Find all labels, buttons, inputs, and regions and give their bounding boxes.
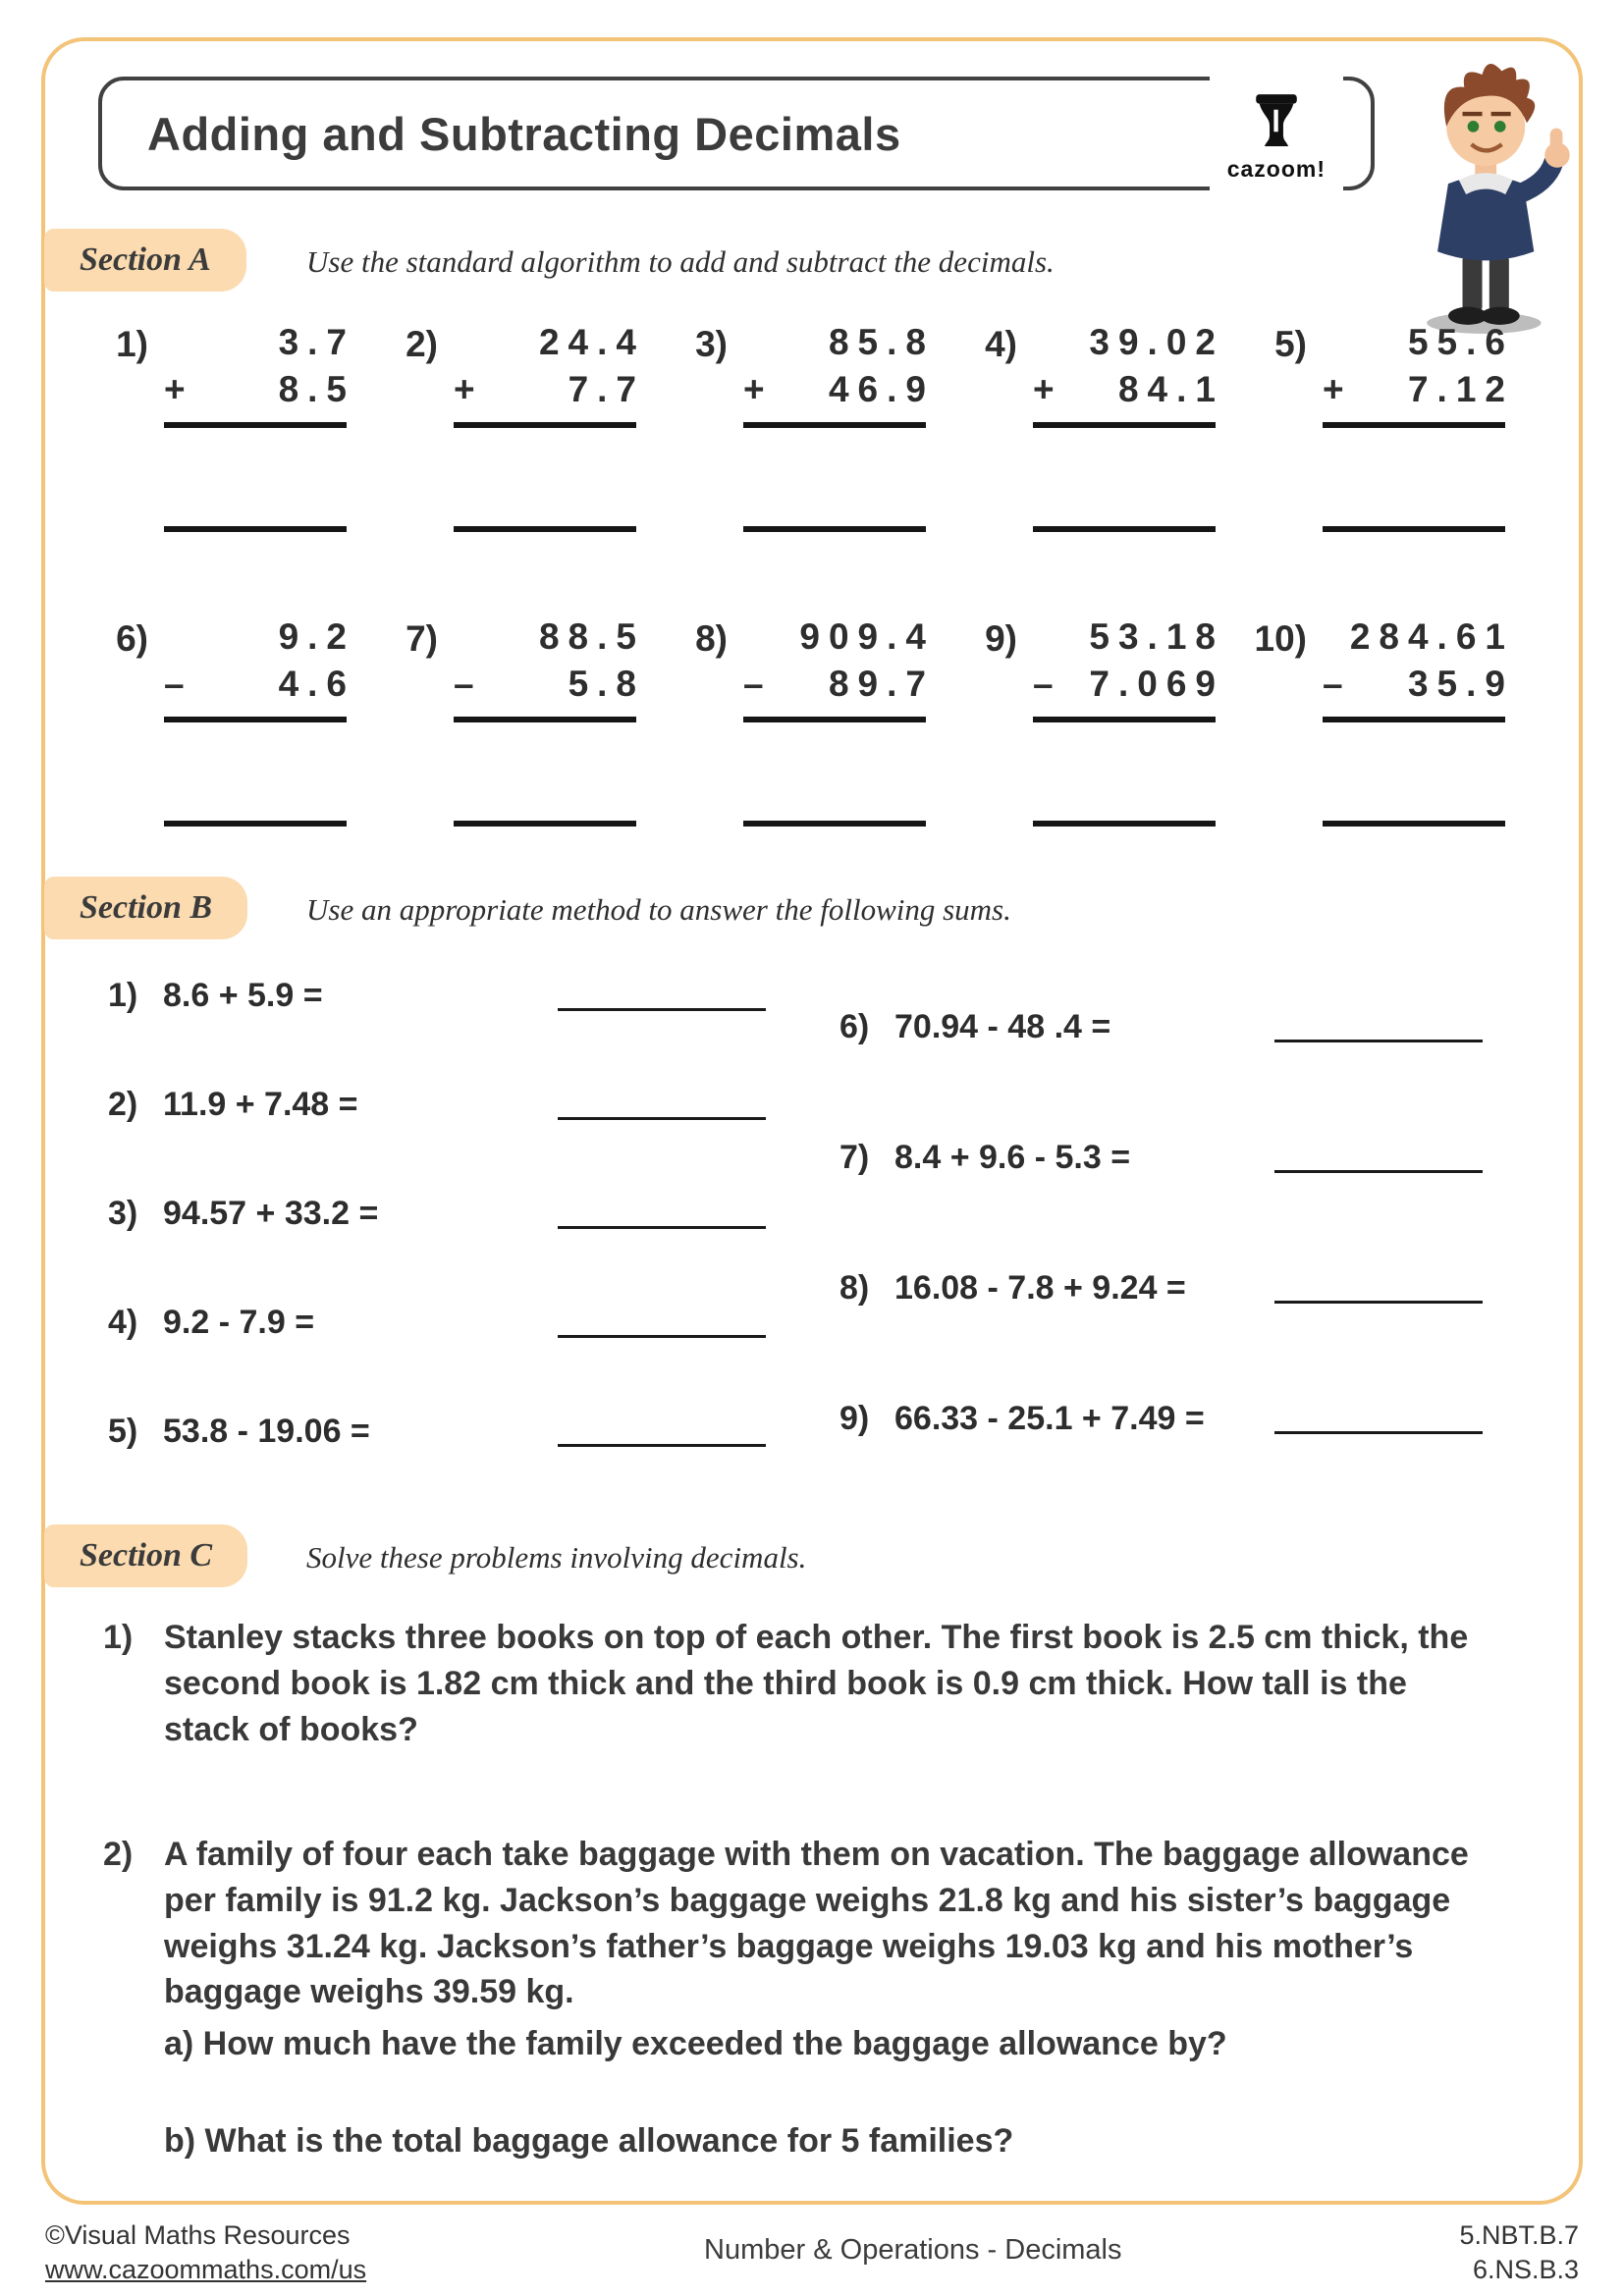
problem-number: 4) — [985, 324, 1017, 364]
sum-line — [1323, 422, 1505, 428]
sum-item — [108, 1413, 766, 1451]
answer-line — [164, 526, 347, 532]
sum-line — [1323, 717, 1505, 722]
problem-number: 10) — [1254, 618, 1307, 659]
sum-line — [1033, 422, 1216, 428]
expression: 8.6 + 5.9 = — [163, 977, 323, 1014]
sum-item — [839, 1269, 1483, 1308]
section-c-problems — [103, 1615, 1478, 2243]
sum-item — [108, 1195, 766, 1233]
section-b-instruction: Use an appropriate method to answer the following sums. — [306, 892, 1011, 927]
expression: 70.94 - 48 .4 = — [894, 1008, 1111, 1045]
problem-number: 2) — [406, 324, 438, 364]
expression: 53.8 - 19.06 = — [163, 1413, 370, 1450]
answer-line — [1323, 526, 1505, 532]
expression: 94.57 + 33.2 = — [163, 1195, 379, 1232]
operand-top: 88.5 — [538, 616, 645, 657]
problem-number: 1) — [108, 977, 138, 1014]
operand-top: 39.02 — [1089, 322, 1224, 362]
sum-item — [108, 1304, 766, 1342]
answer-line — [743, 526, 926, 532]
problem-number: 5) — [108, 1413, 138, 1450]
operand-bottom: 8.5 — [278, 369, 355, 409]
sum-item — [839, 1008, 1483, 1046]
vertical-problem — [1252, 322, 1542, 532]
problem-number: 3) — [695, 324, 728, 364]
sum-line — [743, 717, 926, 722]
operator: – — [743, 664, 764, 704]
word-problem — [103, 1615, 1478, 1753]
cazoom-logo-text: cazoom! — [1226, 156, 1326, 182]
expression: 16.08 - 7.8 + 9.24 = — [894, 1269, 1186, 1307]
operator: + — [743, 369, 765, 409]
operand-bottom: 7.12 — [1407, 369, 1514, 409]
answer-line — [1033, 821, 1216, 827]
section-a-badge: Section A — [44, 229, 246, 292]
vertical-problem — [962, 322, 1252, 532]
problem-text: Stanley stacks three books on top of each other. The first book is 2.5 cm thick, the second book is 1.82 cm thick and the third book is 0.9 cm thick. How tall is the stack of books? — [164, 1619, 1469, 1748]
sum-item — [839, 1139, 1483, 1177]
problem-number: 1) — [103, 1619, 134, 1656]
answer-line — [743, 821, 926, 827]
operand-top: 55.6 — [1407, 322, 1514, 362]
vertical-problem — [673, 322, 962, 532]
section-c-instruction: Solve these problems involving decimals. — [306, 1540, 807, 1575]
sum-item — [108, 977, 766, 1015]
vertical-problem — [673, 616, 962, 827]
answer-line — [558, 1444, 766, 1447]
section-b-left-column — [108, 977, 766, 1530]
footer-topic: Number & Operations - Decimals — [704, 2234, 1122, 2266]
answer-line — [558, 1226, 766, 1229]
operand-top: 85.8 — [828, 322, 935, 362]
website-link[interactable]: www.cazoommaths.com/us — [45, 2255, 367, 2285]
sum-item — [108, 1086, 766, 1124]
footer-left — [45, 2218, 366, 2287]
cazoom-drum-icon — [1251, 92, 1302, 154]
vertical-problem — [383, 616, 673, 827]
standard-code-1: 5.NBT.B.7 — [1459, 2220, 1579, 2250]
sum-line — [454, 717, 636, 722]
operand-bottom: 7.7 — [568, 369, 645, 409]
problem-number: 6) — [116, 618, 148, 659]
vertical-problem — [383, 322, 673, 532]
answer-line — [1274, 1040, 1483, 1042]
copyright-text: ©Visual Maths Resources — [45, 2220, 351, 2250]
section-b-badge: Section B — [44, 877, 247, 939]
answer-line — [164, 821, 347, 827]
answer-line — [454, 526, 636, 532]
operand-top: 909.4 — [799, 616, 935, 657]
sum-item — [839, 1400, 1483, 1438]
word-problem — [103, 1832, 1478, 2164]
cartoon-boy-illustration — [1398, 49, 1577, 340]
vertical-problem — [962, 616, 1252, 827]
problem-number: 2) — [108, 1086, 138, 1123]
operator: + — [1323, 369, 1344, 409]
section-b-right-column — [839, 977, 1483, 1530]
operand-bottom: 89.7 — [828, 664, 935, 704]
problem-number: 1) — [116, 324, 148, 364]
vertical-problem — [1252, 616, 1542, 827]
operand-top: 24.4 — [538, 322, 645, 362]
operand-bottom: 46.9 — [828, 369, 935, 409]
problem-part-a: a) How much have the family exceeded the baggage allowance by? — [164, 2025, 1227, 2063]
operand-bottom: 84.1 — [1117, 369, 1224, 409]
expression: 8.4 + 9.6 - 5.3 = — [894, 1139, 1131, 1176]
sum-line — [164, 422, 347, 428]
operand-top: 9.2 — [278, 616, 355, 657]
cazoom-logo — [1210, 71, 1343, 204]
problem-number: 5) — [1274, 324, 1307, 364]
expression: 9.2 - 7.9 = — [163, 1304, 315, 1341]
problem-number: 2) — [103, 1835, 134, 1873]
sum-line — [164, 717, 347, 722]
page-title: Adding and Subtracting Decimals — [147, 107, 901, 160]
problem-part-b: b) What is the total baggage allowance for 5 families? — [164, 2122, 1014, 2161]
operator: – — [164, 664, 185, 704]
operator: – — [454, 664, 474, 704]
section-a-instruction: Use the standard algorithm to add and subtract the decimals. — [306, 244, 1055, 279]
operand-bottom: 4.6 — [278, 664, 355, 704]
problem-number: 7) — [406, 618, 438, 659]
footer — [45, 2218, 1579, 2287]
answer-line — [558, 1008, 766, 1011]
problem-number: 7) — [839, 1139, 870, 1176]
answer-line — [1323, 821, 1505, 827]
operator: + — [454, 369, 475, 409]
answer-line — [1033, 526, 1216, 532]
answer-line — [1274, 1301, 1483, 1304]
expression: 11.9 + 7.48 = — [163, 1086, 358, 1123]
operator: – — [1323, 664, 1343, 704]
operator: + — [1033, 369, 1055, 409]
answer-line — [1274, 1431, 1483, 1434]
sum-line — [1033, 717, 1216, 722]
section-a-problems — [93, 322, 1542, 827]
operand-top: 284.61 — [1349, 616, 1514, 657]
vertical-problem — [93, 322, 383, 532]
footer-standards — [1459, 2218, 1579, 2287]
problem-number: 9) — [839, 1400, 870, 1437]
answer-line — [454, 821, 636, 827]
operand-bottom: 35.9 — [1407, 664, 1514, 704]
problem-number: 9) — [985, 618, 1017, 659]
operand-bottom: 5.8 — [568, 664, 645, 704]
operand-top: 3.7 — [278, 322, 355, 362]
sum-line — [454, 422, 636, 428]
problem-number: 6) — [839, 1008, 870, 1045]
answer-line — [558, 1117, 766, 1120]
section-a-row-1 — [93, 322, 1542, 532]
operand-top: 53.18 — [1089, 616, 1224, 657]
section-b-problems — [108, 977, 1483, 1530]
title-box — [98, 77, 1375, 190]
operator: + — [164, 369, 186, 409]
sum-line — [743, 422, 926, 428]
operand-bottom: 7.069 — [1089, 664, 1224, 704]
answer-line — [558, 1335, 766, 1338]
problem-text: A family of four each take baggage with them on vacation. The baggage allowance per family is 91.2 kg. Jackson’s baggage weighs 21.8 kg and his sister’s baggage weighs 31.24 kg. Jackson’s father’s baggage weighs 19.03 kg and his mother’s baggage weighs 39.59 kg. — [164, 1835, 1469, 2011]
problem-number: 8) — [839, 1269, 870, 1307]
section-a-row-2 — [93, 616, 1542, 827]
operator: – — [1033, 664, 1054, 704]
problem-number: 8) — [695, 618, 728, 659]
standard-code-2: 6.NS.B.3 — [1472, 2255, 1579, 2285]
answer-line — [1274, 1170, 1483, 1173]
vertical-problem — [93, 616, 383, 827]
problem-number: 3) — [108, 1195, 138, 1232]
problem-number: 4) — [108, 1304, 138, 1341]
expression: 66.33 - 25.1 + 7.49 = — [894, 1400, 1205, 1437]
section-c-badge: Section C — [44, 1524, 247, 1587]
